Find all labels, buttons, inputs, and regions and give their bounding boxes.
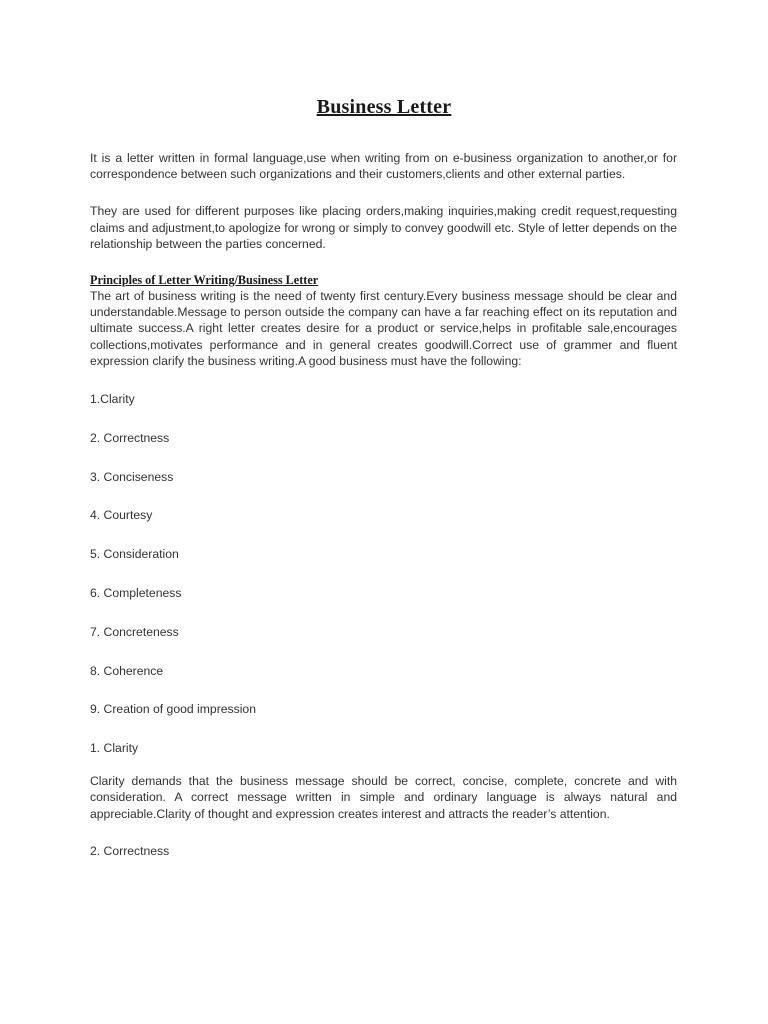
list-item: 9. Creation of good impression — [90, 702, 256, 717]
document-body — [90, 150, 677, 859]
list-item: 5. Consideration — [90, 547, 179, 562]
list-item: 2. Correctness — [90, 430, 170, 445]
clarity-paragraph: Clarity demands that the business message should be correct, concise, complete, concrete and with consideration. A correct message written in simple and ordinary language is always natural and appreciable.Clarity of thought and expression creates interest and attracts the reader’s attention. — [90, 774, 677, 821]
list-item: 7. Concreteness — [90, 624, 179, 639]
principles-list — [90, 391, 677, 717]
list-item: 3. Conciseness — [90, 469, 174, 484]
list-item: 6. Completeness — [90, 586, 182, 601]
principles-paragraph: The art of business writing is the need of twenty first century.Every business message should be clear and understandable.Message to person outside the company can have a far reaching effect on its reputation and ultimate success.A right letter creates desire for a product or service,helps in profitable sale,encourages collections,motivates performance and in general creates goodwill.Correct use of grammer and fluent expression clarify the business writing.A good business must have the following: — [90, 289, 677, 368]
intro-paragraph: It is a letter written in formal language,use when writing from on e-business organization to another,or for correspondence between such organizations and their customers,clients and other external parties. — [90, 151, 677, 182]
purpose-paragraph: They are used for different purposes like placing orders,making inquiries,making credit request,requesting claims and adjustment,to apologize for wrong or simply to convey goodwill etc. Style of letter depends on the relationship between the parties concerned. — [90, 204, 677, 251]
list-item: 8. Coherence — [90, 663, 164, 678]
principles-heading: Principles of Letter Writing/Business Letter — [90, 273, 319, 288]
clarity-heading: 1. Clarity — [90, 741, 139, 756]
list-item: 4. Courtesy — [90, 508, 153, 523]
correctness-heading: 2. Correctness — [90, 843, 170, 858]
document-title: Business Letter — [316, 96, 452, 118]
list-item: 1.Clarity — [90, 392, 135, 407]
